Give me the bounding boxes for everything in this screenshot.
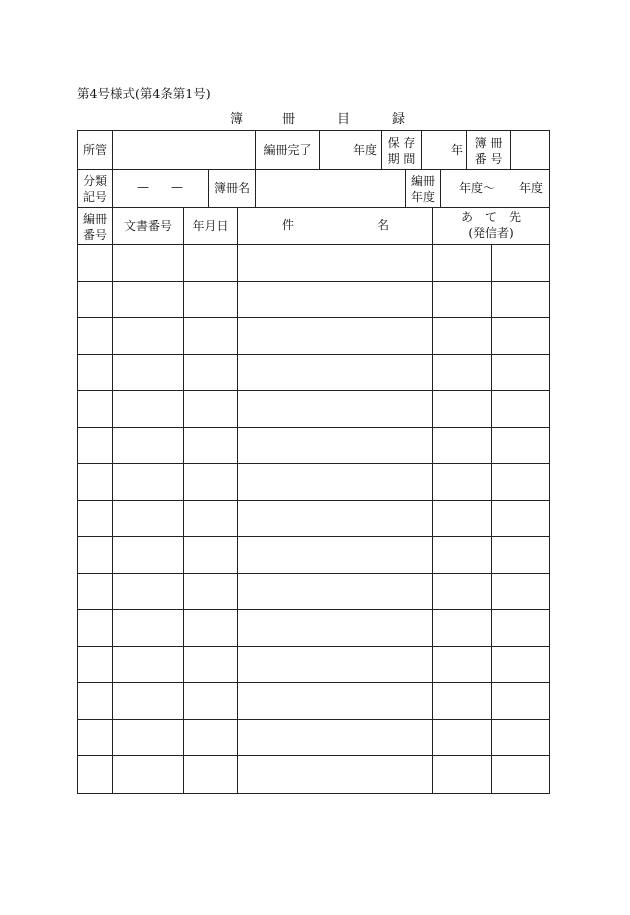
bunsho-bango-cell[interactable] <box>113 355 184 391</box>
shokan-label: 所管 <box>82 142 107 157</box>
bosatsu-label-bottom: 番 号 <box>474 152 503 166</box>
table-row <box>78 574 549 611</box>
hensatsu-bango-cell[interactable] <box>78 756 113 793</box>
kenmei-cell[interactable] <box>238 683 433 719</box>
bosatsu-mei-label: 簿冊名 <box>213 180 250 195</box>
atesaki-bottom: (発信者) <box>468 226 514 240</box>
hensatsu-bango-cell[interactable] <box>78 428 113 464</box>
hensatsu-bango-cell[interactable] <box>78 245 113 281</box>
separator-dash: — <box>171 180 183 194</box>
hensatsu-bango-cell[interactable] <box>78 501 113 537</box>
hensatsu-bango-top: 編冊 <box>82 212 107 226</box>
bunsho-bango-cell[interactable] <box>113 501 184 537</box>
atesaki-cell-left[interactable] <box>433 464 492 500</box>
hensatsu-bango-cell[interactable] <box>78 647 113 683</box>
nengappi-cell[interactable] <box>184 647 238 683</box>
nengappi-cell[interactable] <box>184 391 238 427</box>
atesaki-cell-right[interactable] <box>492 756 549 793</box>
form-number-label: 第4号様式(第4条第1号) <box>77 86 211 101</box>
nendo-unit: 年度 <box>352 142 377 157</box>
table-row <box>78 683 549 720</box>
hensatsu-nendo-label <box>406 171 440 207</box>
kenmei-char-ken: 件 <box>282 218 295 232</box>
kenmei-cell[interactable] <box>238 756 433 793</box>
nengappi-cell[interactable] <box>184 318 238 354</box>
atesaki-cell-right[interactable] <box>492 464 549 500</box>
hensatsu-bango-cell[interactable] <box>78 391 113 427</box>
kenmei-cell[interactable] <box>238 537 433 573</box>
hensatsu-nendo-field[interactable] <box>320 131 381 169</box>
hensatsu-bango-header <box>78 209 112 245</box>
table-row <box>78 391 549 428</box>
atesaki-cell-right[interactable] <box>492 245 549 281</box>
hensatsu-kanryo-label: 編冊完了 <box>263 142 312 157</box>
kenmei-cell[interactable] <box>238 464 433 500</box>
nen-unit: 年 <box>450 142 463 157</box>
atesaki-cell-right[interactable] <box>492 428 549 464</box>
atesaki-cell-left[interactable] <box>433 756 492 793</box>
hensatsu-bango-cell[interactable] <box>78 683 113 719</box>
nengappi-cell[interactable] <box>184 428 238 464</box>
atesaki-cell-left[interactable] <box>433 610 492 646</box>
kenmei-cell[interactable] <box>238 610 433 646</box>
bosatsu-mei-field[interactable] <box>256 169 405 207</box>
atesaki-cell-right[interactable] <box>492 391 549 427</box>
kenmei-cell[interactable] <box>238 318 433 354</box>
nengappi-cell[interactable] <box>184 720 238 756</box>
atesaki-cell-left[interactable] <box>433 683 492 719</box>
kenmei-header <box>238 207 432 245</box>
nengappi-header: 年月日 <box>192 218 229 233</box>
atesaki-cell-left[interactable] <box>433 282 492 318</box>
hozon-kikan-field[interactable] <box>422 131 466 169</box>
nengappi-cell[interactable] <box>184 574 238 610</box>
kenmei-cell[interactable] <box>238 245 433 281</box>
hozon-kikan-label <box>382 133 421 169</box>
kenmei-cell[interactable] <box>238 574 433 610</box>
nengappi-cell[interactable] <box>184 610 238 646</box>
kenmei-cell[interactable] <box>238 501 433 537</box>
bosatsu-bango-field[interactable] <box>511 131 549 169</box>
hensatsu-bango-cell[interactable] <box>78 282 113 318</box>
bunsho-bango-header: 文書番号 <box>123 218 172 233</box>
atesaki-cell-right[interactable] <box>492 610 549 646</box>
bunsho-bango-cell[interactable] <box>113 428 184 464</box>
hensatsu-bango-cell[interactable] <box>78 574 113 610</box>
atesaki-cell-right[interactable] <box>492 537 549 573</box>
table-row <box>78 756 549 793</box>
kenmei-cell[interactable] <box>238 282 433 318</box>
hozon-label-bottom: 期 間 <box>387 152 416 166</box>
atesaki-cell-left[interactable] <box>433 537 492 573</box>
atesaki-cell-left[interactable] <box>433 428 492 464</box>
nengappi-cell[interactable] <box>184 282 238 318</box>
atesaki-cell-right[interactable] <box>492 282 549 318</box>
bunsho-bango-cell[interactable] <box>113 683 184 719</box>
hensatsu-bango-cell[interactable] <box>78 464 113 500</box>
title-char-1: 簿 <box>230 112 244 127</box>
table-row <box>78 537 549 574</box>
table-row <box>78 720 549 757</box>
hensatsu-bango-cell[interactable] <box>78 318 113 354</box>
bunsho-bango-cell[interactable] <box>113 756 184 793</box>
bunsho-bango-cell[interactable] <box>113 464 184 500</box>
nengappi-cell[interactable] <box>184 756 238 793</box>
bunsho-bango-cell[interactable] <box>113 537 184 573</box>
table-row <box>78 318 549 355</box>
atesaki-cell-left[interactable] <box>433 720 492 756</box>
bunsho-bango-cell[interactable] <box>113 610 184 646</box>
atesaki-cell-left[interactable] <box>433 355 492 391</box>
atesaki-cell-right[interactable] <box>492 318 549 354</box>
bunrui-kigo-label <box>78 171 112 207</box>
table-row <box>78 610 549 647</box>
atesaki-cell-left[interactable] <box>433 318 492 354</box>
table-row <box>78 245 549 282</box>
bunrui-label-top: 分類 <box>82 174 107 188</box>
hensatsu-bango-bottom: 番号 <box>82 228 107 242</box>
nengappi-cell[interactable] <box>184 464 238 500</box>
hozon-label-top: 保 存 <box>387 136 416 150</box>
kenmei-cell[interactable] <box>238 355 433 391</box>
atesaki-cell-left[interactable] <box>433 391 492 427</box>
hensatsu-label-bottom: 年度 <box>410 190 435 204</box>
atesaki-cell-left[interactable] <box>433 574 492 610</box>
table-row <box>78 647 549 684</box>
nengappi-cell[interactable] <box>184 245 238 281</box>
bosatsu-label-top: 簿 冊 <box>474 136 503 150</box>
bunsho-bango-cell[interactable] <box>113 391 184 427</box>
title-char-2: 冊 <box>282 112 296 127</box>
atesaki-cell-left[interactable] <box>433 501 492 537</box>
kenmei-cell[interactable] <box>238 428 433 464</box>
bunsho-bango-cell[interactable] <box>113 282 184 318</box>
shokan-field[interactable] <box>113 131 255 169</box>
nendo-range-field[interactable]: 年度〜 年度 <box>458 180 543 195</box>
hensatsu-label-top: 編冊 <box>410 174 435 188</box>
table-row <box>78 428 549 465</box>
nengappi-cell[interactable] <box>184 355 238 391</box>
separator-dash: — <box>137 180 149 194</box>
bunrui-label-bottom: 記号 <box>82 190 107 204</box>
kenmei-char-mei: 名 <box>377 218 390 232</box>
atesaki-cell-right[interactable] <box>492 501 549 537</box>
atesaki-cell-left[interactable] <box>433 647 492 683</box>
bosatsu-bango-label <box>467 133 510 169</box>
nengappi-cell[interactable] <box>184 683 238 719</box>
bunsho-bango-cell[interactable] <box>113 647 184 683</box>
table-row <box>78 355 549 392</box>
kenmei-cell[interactable] <box>238 647 433 683</box>
atesaki-cell-right[interactable] <box>492 720 549 756</box>
title-char-4: 録 <box>392 112 406 127</box>
bunsho-bango-cell[interactable] <box>113 720 184 756</box>
header-table <box>77 130 550 244</box>
table-row <box>78 282 549 319</box>
kenmei-cell[interactable] <box>238 720 433 756</box>
atesaki-cell-right[interactable] <box>492 355 549 391</box>
table-row <box>78 464 549 501</box>
nengappi-cell[interactable] <box>184 501 238 537</box>
kenmei-cell[interactable] <box>238 391 433 427</box>
hensatsu-bango-cell[interactable] <box>78 610 113 646</box>
bunsho-bango-cell[interactable] <box>113 318 184 354</box>
table-row <box>78 501 549 538</box>
bunsho-bango-cell[interactable] <box>113 245 184 281</box>
atesaki-cell-left[interactable] <box>433 245 492 281</box>
atesaki-cell-right[interactable] <box>492 574 549 610</box>
entry-grid <box>77 244 550 794</box>
nengappi-cell[interactable] <box>184 537 238 573</box>
bunsho-bango-cell[interactable] <box>113 574 184 610</box>
bunrui-kigo-field[interactable] <box>113 169 208 207</box>
hensatsu-bango-cell[interactable] <box>78 720 113 756</box>
hensatsu-bango-cell[interactable] <box>78 537 113 573</box>
atesaki-cell-right[interactable] <box>492 683 549 719</box>
title-char-3: 目 <box>337 112 351 127</box>
hensatsu-bango-cell[interactable] <box>78 355 113 391</box>
atesaki-top: あ て 先 <box>460 210 521 224</box>
atesaki-header <box>433 209 549 245</box>
atesaki-cell-right[interactable] <box>492 647 549 683</box>
